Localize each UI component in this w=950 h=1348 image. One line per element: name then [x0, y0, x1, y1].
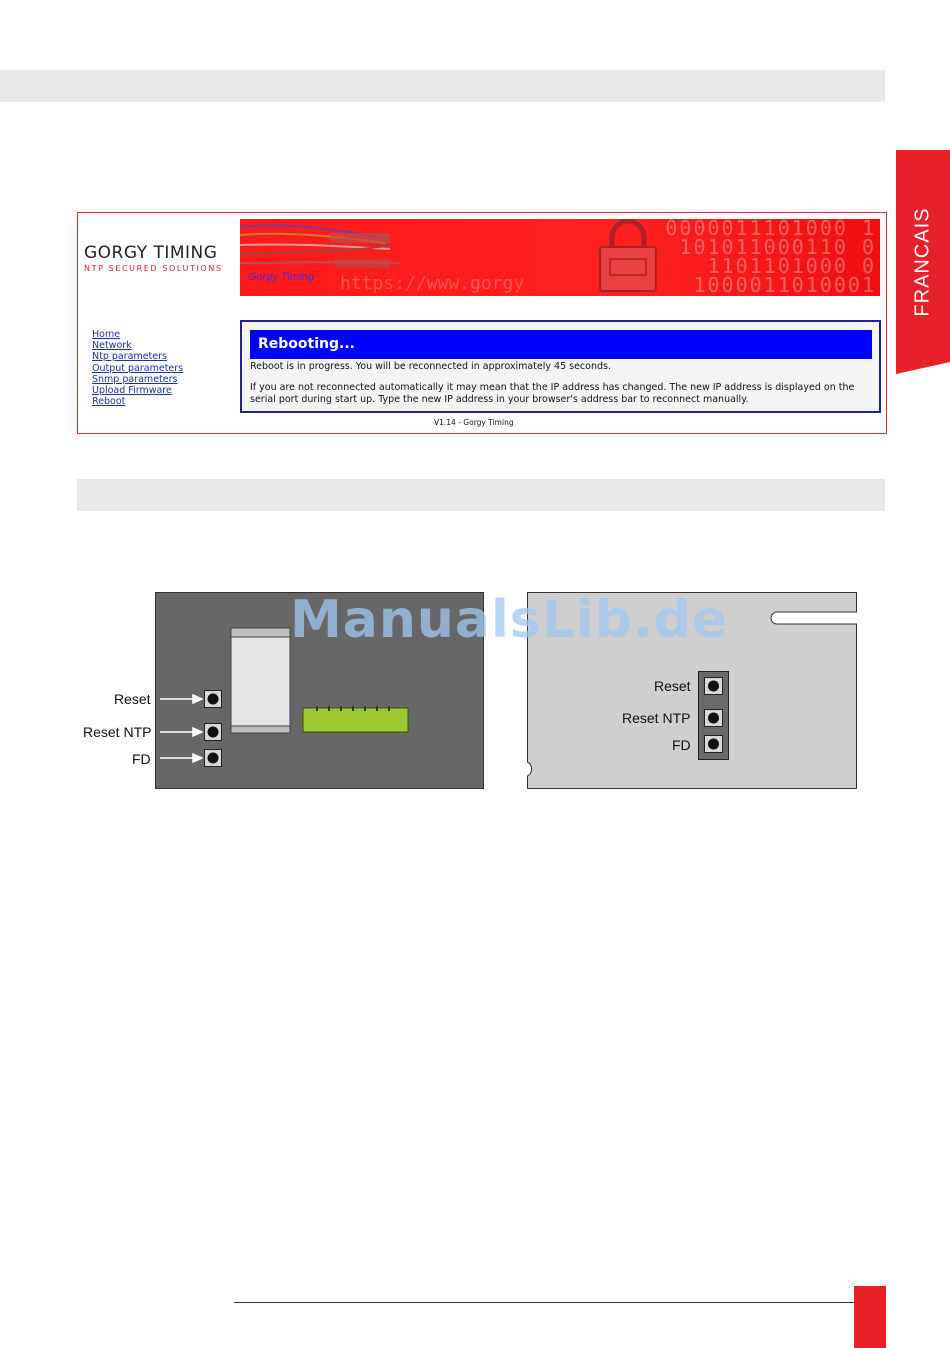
- logo-sub-text: NTP SECURED SOLUTIONS: [84, 264, 223, 273]
- language-tab-label: FRANCAIS: [911, 207, 934, 317]
- content-panel: [240, 320, 881, 413]
- label-fd-left: FD: [132, 751, 151, 767]
- button-reset-right-icon: [705, 678, 723, 695]
- gorgy-logo: [84, 243, 234, 273]
- version-text: V1.14 - Gorgy Timing: [434, 418, 514, 427]
- label-reset-ntp-right: Reset NTP: [622, 710, 691, 726]
- reboot-title: Rebooting...: [250, 330, 872, 359]
- logo-main-text: GORGY TIMING: [84, 243, 218, 263]
- language-side-tab: [896, 150, 950, 374]
- nav-link-network[interactable]: Network: [92, 340, 132, 352]
- arrows-left: [150, 688, 210, 768]
- watermark-text: ManualsLib.de: [290, 590, 729, 650]
- web-interface-screenshot: [77, 212, 887, 434]
- section-header-band-mid: [77, 479, 885, 511]
- header-banner: [240, 219, 880, 296]
- label-reset-ntp-left: Reset NTP: [83, 724, 152, 740]
- reboot-message: Reboot is in progress. You will be reconnected in approximately 45 seconds.: [250, 361, 611, 372]
- reconnect-message: If you are not reconnected automatically it may mean that the IP address has changed. The new IP address is displayed on the serial port during start up. Type the new IP address in your browser's address bar to reconnect manually.: [250, 382, 855, 405]
- footer-page-tab: [854, 1286, 886, 1348]
- nav-link-snmp-parameters[interactable]: Snmp parameters: [92, 373, 178, 385]
- nav-link-reboot[interactable]: Reboot: [92, 396, 126, 408]
- nav-link-upload-firmware[interactable]: Upload Firmware: [92, 385, 172, 397]
- button-reset-ntp-right-icon: [705, 710, 723, 727]
- banner-binary-pattern: 0000011101000 1 101011000110 0 1101101000 0 1000011010001: [665, 219, 876, 296]
- nav-link-home[interactable]: Home: [92, 329, 121, 340]
- button-fd-right-icon: [705, 736, 723, 753]
- label-reset-left: Reset: [114, 691, 151, 707]
- footer-rule: [234, 1302, 856, 1303]
- label-fd-right: FD: [672, 737, 691, 753]
- nav-menu: [92, 329, 183, 407]
- svg-text:https://www.gorgy: https://www.gorgy: [340, 273, 525, 294]
- banner-caption: Gorgy Timing: [248, 271, 314, 283]
- section-header-band-top: [0, 70, 885, 102]
- label-reset-right: Reset: [654, 678, 691, 694]
- nav-link-output-parameters[interactable]: Output parameters: [92, 362, 184, 374]
- nav-link-ntp-parameters[interactable]: Ntp parameters: [92, 351, 167, 363]
